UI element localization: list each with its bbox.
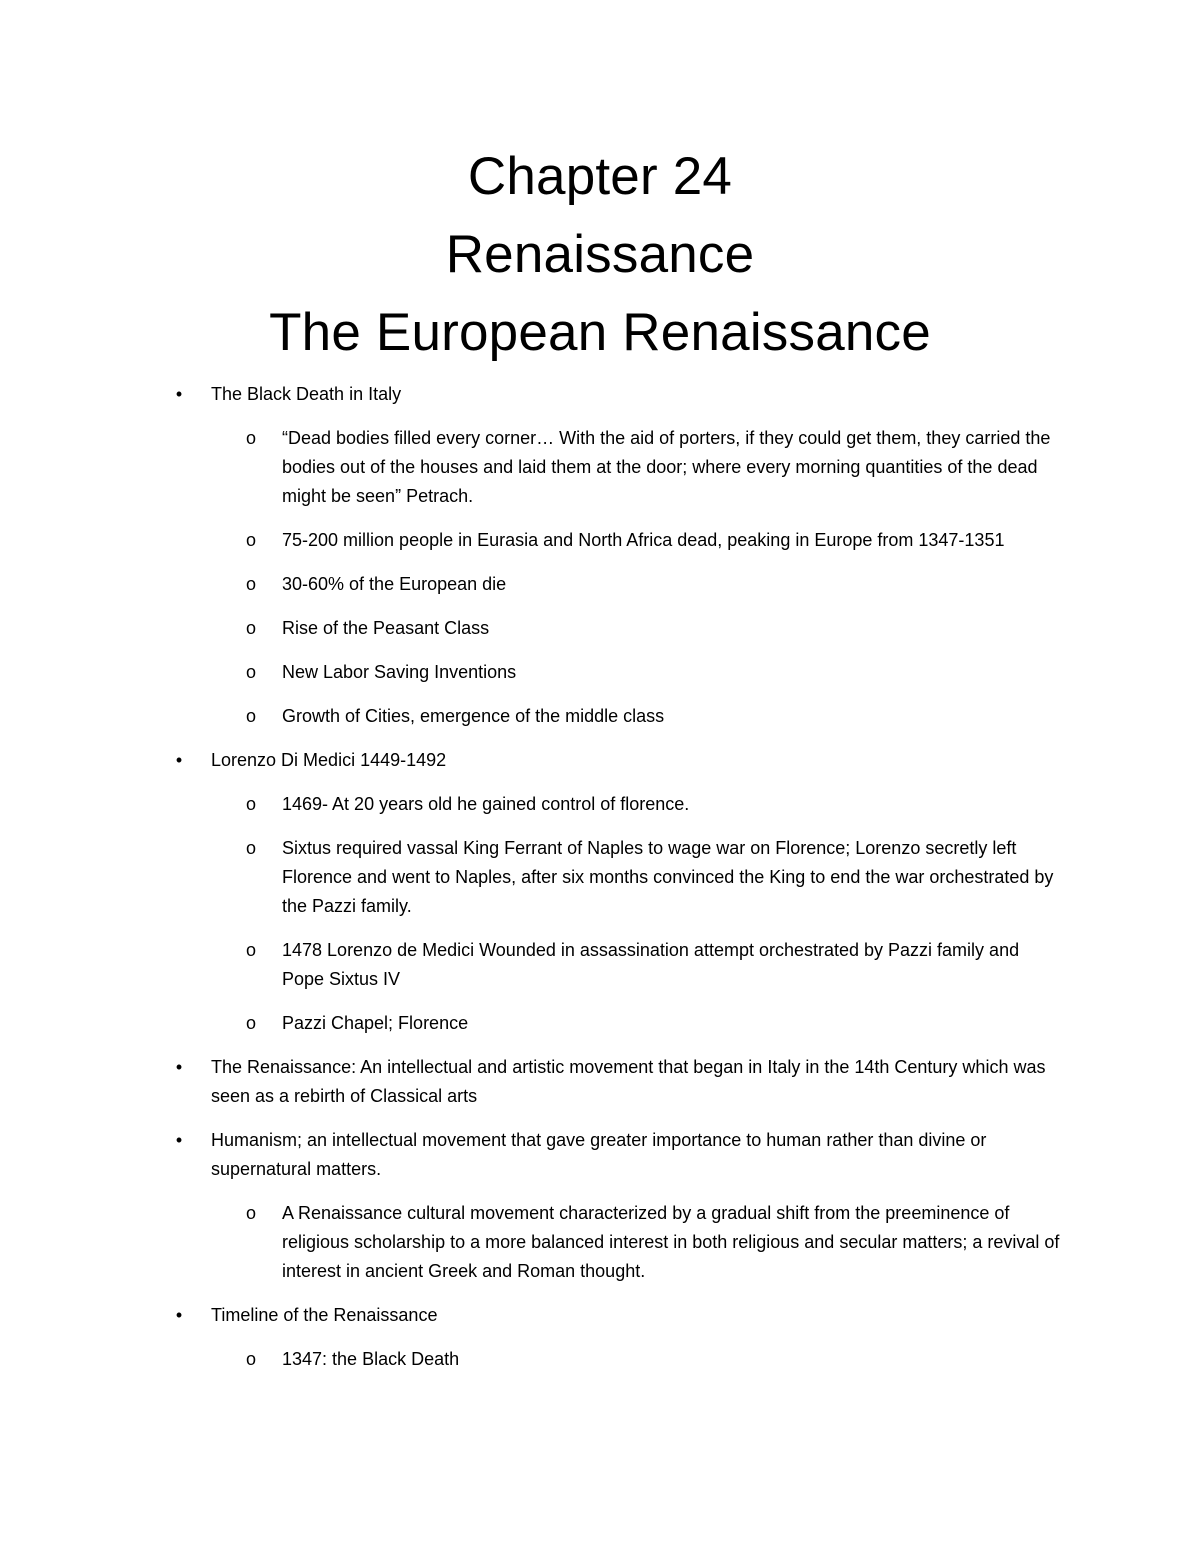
sub-list-item-text: 1478 Lorenzo de Medici Wounded in assassination attempt orchestrated by Pazzi family and Pope Sixtus IV: [282, 940, 1020, 989]
list-item-text: Timeline of the Renaissance: [211, 1305, 438, 1325]
sub-bullet-icon: o: [245, 1349, 256, 1369]
sub-bullet-icon: o: [245, 530, 256, 550]
bullet-icon: •: [175, 750, 183, 770]
sub-bullet-icon: o: [245, 574, 256, 594]
bullet-icon: •: [175, 384, 183, 404]
sub-bullet-icon: o: [245, 838, 256, 858]
sub-list-item-text: “Dead bodies filled every corner… With the aid of porters, if they could get them, they carried the bodies out of the houses and laid them at the door; where every morning quantities of the dead might be seen” Petrach.: [282, 428, 1051, 506]
sub-bullet-icon: o: [245, 428, 256, 448]
sub-list-item: [0, 834, 1062, 921]
sub-list-item-text: Sixtus required vassal King Ferrant of Naples to wage war on Florence; Lorenzo secretly left Florence and went to Naples, after six months convinced the King to end the war orchestrated by the Pazzi family.: [282, 838, 1054, 916]
title-block: [0, 138, 1200, 372]
sub-list-item: [0, 1199, 1062, 1286]
sub-bullet-icon: o: [245, 794, 256, 814]
sub-bullet-icon: o: [245, 662, 256, 682]
sub-bullet-icon: o: [245, 940, 256, 960]
sub-list-item-text: New Labor Saving Inventions: [282, 662, 517, 682]
list-item: [0, 1126, 1051, 1184]
sub-list-item: [0, 1009, 1062, 1038]
sub-list-item-text: Rise of the Peasant Class: [282, 618, 490, 638]
sub-list-item: [0, 1345, 1062, 1374]
topic-title: The European Renaissance: [269, 303, 931, 362]
sub-bullet-icon: o: [245, 1203, 256, 1223]
sub-bullet-icon: o: [245, 706, 256, 726]
sub-list-item: [0, 570, 1062, 599]
sub-list-item-text: 30-60% of the European die: [282, 574, 507, 594]
list-item: [0, 1053, 1051, 1111]
sub-bullet-icon: o: [245, 1013, 256, 1033]
sub-list-item-text: A Renaissance cultural movement characterized by a gradual shift from the preeminence of religious scholarship to a more balanced interest in both religious and secular matters; a revival of interest in ancient Greek and Roman thought.: [282, 1203, 1060, 1281]
sub-list-item-text: 1347: the Black Death: [282, 1349, 460, 1369]
outline-list: [0, 380, 1200, 1389]
list-item: [0, 746, 1051, 775]
bullet-icon: •: [175, 1130, 183, 1150]
bullet-icon: •: [175, 1305, 183, 1325]
sub-list-item-text: 75-200 million people in Eurasia and North Africa dead, peaking in Europe from 1347-1351: [282, 530, 1005, 550]
sub-list-item-text: Growth of Cities, emergence of the middle class: [282, 706, 665, 726]
chapter-title: Chapter 24: [467, 147, 733, 206]
list-item: [0, 380, 1051, 409]
list-item-text: The Renaissance: An intellectual and artistic movement that began in Italy in the 14th Century which was seen as a rebirth of Classical arts: [211, 1057, 1046, 1106]
sub-list-item: [0, 658, 1062, 687]
list-item-text: Lorenzo Di Medici 1449-1492: [211, 750, 447, 770]
bullet-icon: •: [175, 1057, 183, 1077]
sub-list-item: [0, 702, 1062, 731]
sub-bullet-icon: o: [245, 618, 256, 638]
sub-list-item: [0, 526, 1062, 555]
section-title: Renaissance: [445, 225, 755, 284]
list-item: [0, 1301, 1051, 1330]
list-item-text: The Black Death in Italy: [211, 384, 402, 404]
sub-list-item-text: Pazzi Chapel; Florence: [282, 1013, 469, 1033]
list-item-text: Humanism; an intellectual movement that gave greater importance to human rather than divine or supernatural matters.: [211, 1130, 987, 1179]
sub-list-item: [0, 936, 1062, 994]
sub-list-item: [0, 424, 1062, 511]
sub-list-item: [0, 790, 1062, 819]
sub-list-item: [0, 614, 1062, 643]
sub-list-item-text: 1469- At 20 years old he gained control of florence.: [282, 794, 690, 814]
